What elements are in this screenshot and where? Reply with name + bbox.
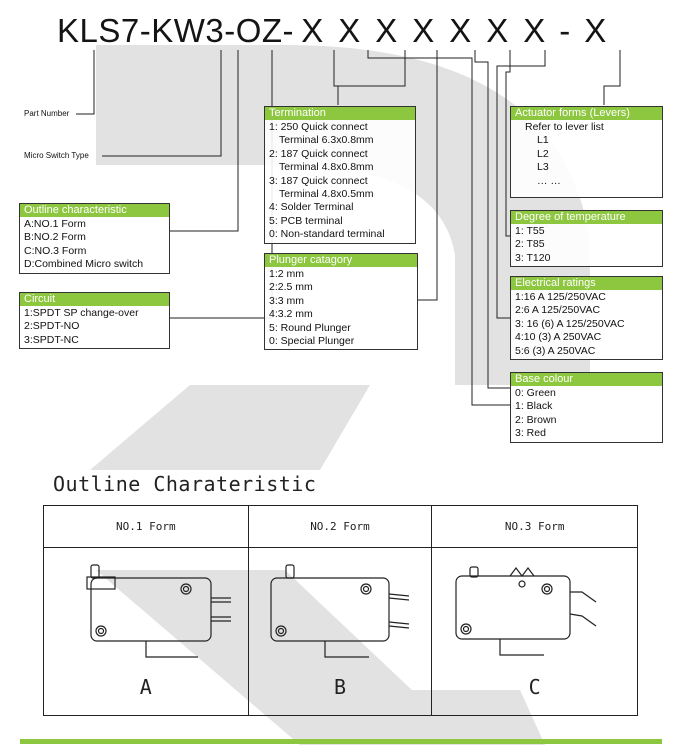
electrical-ratings-box [510,276,663,360]
electrical-item: 2:6 A 125/250VAC [515,304,601,317]
form-label: NO.3 Form [432,506,637,548]
termination-item: 1: 250 Quick connect [269,121,368,133]
plunger-item: 0: Special Plunger [269,335,355,348]
circuit-item: 3:SPDT-NC [24,333,79,346]
temperature-item: 3: T120 [515,251,551,264]
termination-item: Terminal 4.8x0.5mm [279,188,374,201]
circuit-item: 2:SPDT-NO [24,320,80,333]
plunger-item: 5: Round Plunger [269,321,351,334]
outline-form-table [43,505,638,716]
code-dash: - [559,12,571,49]
code-slot-3: X [375,12,398,49]
termination-item: 3: 187 Quick connect [269,174,368,187]
plunger-category-box [264,253,418,350]
form-label: NO.1 Form [44,506,248,548]
form-cell-b [249,506,433,715]
actuator-forms-title: Actuator forms (Levers) [511,107,662,120]
outline-item: B:NO.2 Form [24,231,86,244]
base-colour-item: 2: Brown [515,413,557,426]
actuator-item: Refer to lever list [525,121,604,133]
base-colour-title: Base colour [511,373,662,386]
code-slot-4: X [412,12,435,49]
micro-switch-form-b-drawing [249,562,432,662]
termination-item: Terminal 4.8x0.8mm [279,161,374,174]
base-colour-item: 0: Green [515,387,556,399]
code-slot-1: X [301,12,324,49]
outline-characteristic-box [19,203,170,274]
form-label: NO.2 Form [249,506,432,548]
base-colour-item: 1: Black [515,400,553,413]
part-code-title [57,12,614,50]
actuator-item: L3 [537,161,549,174]
form-cell-c [432,506,637,715]
form-letter: B [333,675,347,699]
base-colour-box [510,372,663,443]
base-colour-item: 3: Red [515,427,546,440]
code-slot-2: X [338,12,361,49]
termination-item: Terminal 6.3x0.8mm [279,134,374,147]
electrical-item: 5:6 (3) A 250VAC [515,344,596,357]
form-cell-a [44,506,249,715]
circuit-box [19,292,170,349]
micro-switch-form-c-drawing [432,562,637,662]
micro-switch-type-label: Micro Switch Type [24,151,89,160]
circuit-item: 1:SPDT SP change-over [24,307,139,319]
temperature-box [510,210,663,267]
code-slot-last: X [584,12,607,49]
actuator-forms-box [510,106,663,198]
termination-item: 0: Non-standard terminal [269,228,385,241]
temperature-title: Degree of temperature [511,211,662,224]
circuit-title: Circuit [20,293,169,306]
plunger-category-title: Plunger catagory [265,254,417,267]
temperature-item: 2: T85 [515,238,545,251]
code-slot-7: X [523,12,546,49]
plunger-item: 4:3.2 mm [269,308,313,321]
code-slot-5: X [449,12,472,49]
micro-switch-form-a-drawing [44,562,248,662]
part-code-prefix: KLS7-KW3-OZ- [57,12,295,49]
electrical-ratings-title: Electrical ratings [511,277,662,290]
termination-title: Termination [265,107,415,120]
electrical-item: 4:10 (3) A 250VAC [515,331,602,344]
code-slot-6: X [486,12,509,49]
termination-item: 5: PCB terminal [269,214,343,227]
part-number-label: Part Number [24,109,70,118]
termination-item: 4: Solder Terminal [269,201,354,214]
plunger-item: 1:2 mm [269,268,305,280]
outline-characteristic-title: Outline characteristic [20,204,169,217]
form-letter: C [528,675,541,699]
outline-item: A:NO.1 Form [24,218,86,230]
actuator-item: L1 [537,134,549,147]
actuator-item: L2 [537,147,549,160]
form-letter: A [139,675,152,699]
temperature-item: 1: T55 [515,225,545,237]
electrical-item: 3: 16 (6) A 125/250VAC [515,317,625,330]
actuator-item: … … [537,174,561,187]
termination-box [264,106,416,244]
outline-item: C:NO.3 Form [24,244,87,257]
plunger-item: 3:3 mm [269,294,305,307]
plunger-item: 2:2.5 mm [269,281,313,294]
bottom-accent-bar [20,739,662,744]
outline-item: D:Combined Micro switch [24,258,144,271]
electrical-item: 1:16 A 125/250VAC [515,291,606,303]
outline-heading: Outline Charateristic [53,472,317,496]
termination-item: 2: 187 Quick connect [269,147,368,160]
